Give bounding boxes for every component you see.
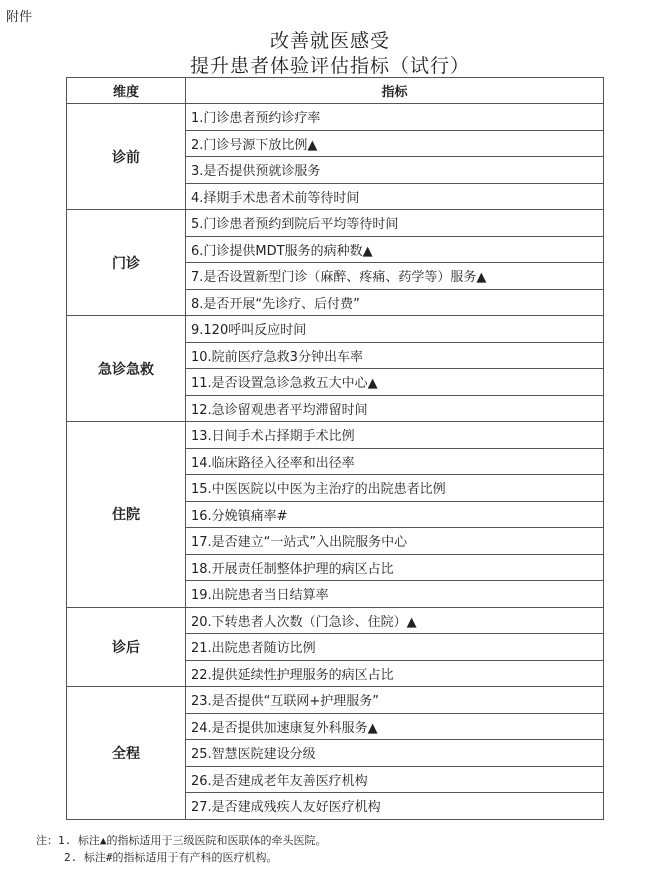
page-title: 改善就医感受	[269, 30, 390, 52]
table-row	[67, 104, 604, 131]
indicator-cell: 10.院前医疗急救3分钟出车率	[186, 342, 604, 369]
page-subtitle: 提升患者体验评估指标（试行）	[189, 55, 470, 77]
indicator-cell: 19.出院患者当日结算率	[186, 581, 604, 608]
header-dimension: 维度	[67, 78, 186, 104]
dimension-cell: 诊前	[67, 104, 186, 210]
indicator-cell: 2.门诊号源下放比例▲	[186, 130, 604, 157]
dimension-cell: 住院	[67, 422, 186, 608]
indicator-cell: 1.门诊患者预约诊疗率	[186, 104, 604, 131]
indicator-table	[66, 77, 604, 820]
indicator-cell: 18.开展责任制整体护理的病区占比	[186, 554, 604, 581]
table-row	[67, 687, 604, 714]
indicator-cell: 15.中医医院以中医为主治疗的出院患者比例	[186, 475, 604, 502]
indicator-cell: 14.临床路径入径率和出径率	[186, 448, 604, 475]
indicator-cell: 22.提供延续性护理服务的病区占比	[186, 660, 604, 687]
indicator-cell: 21.出院患者随访比例	[186, 634, 604, 661]
table-header-row	[67, 78, 604, 104]
indicator-cell: 5.门诊患者预约到院后平均等待时间	[186, 210, 604, 237]
indicator-cell: 26.是否建成老年友善医疗机构	[186, 766, 604, 793]
indicator-cell: 16.分娩镇痛率#	[186, 501, 604, 528]
attachment-label: 附件	[6, 10, 33, 25]
table-row	[67, 210, 604, 237]
indicator-cell: 11.是否设置急诊急救五大中心▲	[186, 369, 604, 396]
dimension-cell: 诊后	[67, 607, 186, 687]
dimension-cell: 全程	[67, 687, 186, 820]
footnote-2: 2. 标注#的指标适用于有产科的医疗机构。	[64, 851, 278, 864]
header-indicator: 指标	[186, 78, 604, 104]
indicator-cell: 7.是否设置新型门诊（麻醉、疼痛、药学等）服务▲	[186, 263, 604, 290]
indicator-cell: 3.是否提供预就诊服务	[186, 157, 604, 184]
indicator-cell: 20.下转患者人次数（门急诊、住院）▲	[186, 607, 604, 634]
dimension-cell: 门诊	[67, 210, 186, 316]
indicator-cell: 23.是否提供“互联网+护理服务”	[186, 687, 604, 714]
dimension-cell: 急诊急救	[67, 316, 186, 422]
footnote-1: 注：1. 标注▲的指标适用于三级医院和医联体的牵头医院。	[36, 834, 327, 847]
indicator-cell: 13.日间手术占择期手术比例	[186, 422, 604, 449]
indicator-cell: 17.是否建立“一站式”入出院服务中心	[186, 528, 604, 555]
indicator-cell: 25.智慧医院建设分级	[186, 740, 604, 767]
indicator-cell: 24.是否提供加速康复外科服务▲	[186, 713, 604, 740]
footnotes	[36, 832, 327, 866]
table-body	[67, 104, 604, 820]
table-row	[67, 607, 604, 634]
table-row	[67, 422, 604, 449]
indicator-cell: 4.择期手术患者术前等待时间	[186, 183, 604, 210]
indicator-cell: 8.是否开展“先诊疗、后付费”	[186, 289, 604, 316]
indicator-cell: 27.是否建成残疾人友好医疗机构	[186, 793, 604, 820]
indicator-cell: 12.急诊留观患者平均滞留时间	[186, 395, 604, 422]
table-row	[67, 316, 604, 343]
indicator-cell: 9.120呼叫反应时间	[186, 316, 604, 343]
indicator-cell: 6.门诊提供MDT服务的病种数▲	[186, 236, 604, 263]
